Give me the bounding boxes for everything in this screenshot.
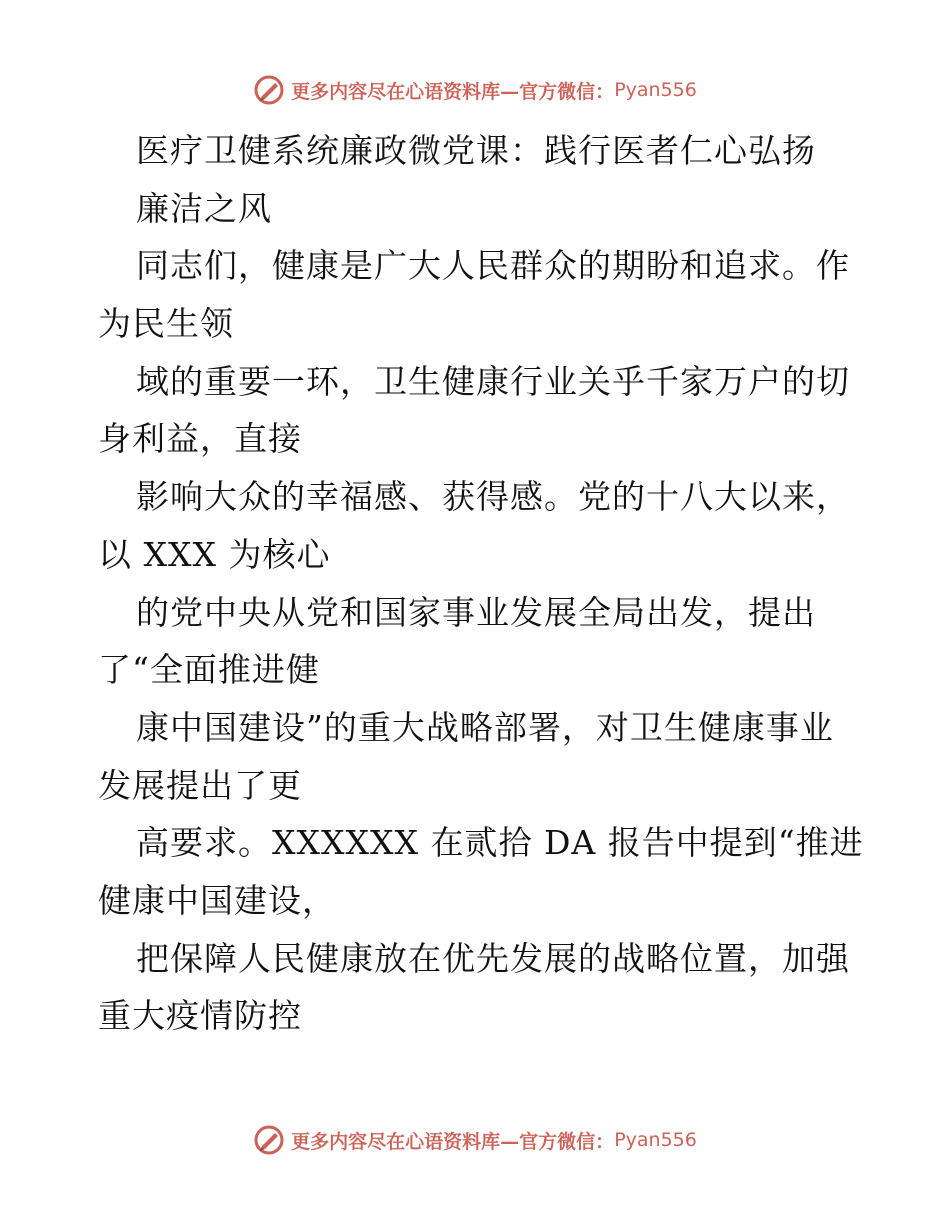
pen-logo-icon xyxy=(253,1124,285,1156)
paragraph-line: 把保障人民健康放在优先发展的战略位置，加强 xyxy=(136,938,850,978)
paragraph-line: 了“全面推进健 xyxy=(98,650,320,690)
banner-wechat-id: Pyan556 xyxy=(614,79,697,101)
pen-logo-icon xyxy=(253,74,285,106)
banner-wechat-label: 官方微信： xyxy=(519,80,615,103)
paragraph-line: 以 XXX 为核心 xyxy=(98,534,331,574)
banner-wechat-id: Pyan556 xyxy=(614,1129,697,1151)
paragraph-line: 发展提出了更 xyxy=(98,765,302,805)
paragraph-line: 同志们，健康是广大人民群众的期盼和追求。作 xyxy=(136,246,850,286)
paragraph-line: 影响大众的幸福感、获得感。党的十八大以来， xyxy=(136,477,850,517)
paragraph-line: 高要求。XXXXXX 在贰拾 DA 报告中提到“推进 xyxy=(136,823,864,863)
banner-wechat-label: 官方微信： xyxy=(519,1130,615,1153)
footer-watermark-banner xyxy=(0,1120,950,1160)
header-watermark-banner xyxy=(0,70,950,110)
paragraph-line: 域的重要一环，卫生健康行业关乎千家万户的切 xyxy=(136,361,850,401)
paragraph-line: 为民生领 xyxy=(98,304,234,344)
banner-text: 更多内容尽在心语资料库— xyxy=(291,80,520,103)
document-title-line-2: 廉洁之风 xyxy=(136,188,272,228)
banner-text: 更多内容尽在心语资料库— xyxy=(291,1130,520,1153)
document-body xyxy=(98,122,864,1045)
paragraph-line: 的党中央从党和国家事业发展全局出发，提出 xyxy=(136,592,816,632)
paragraph-line: 身利益，直接 xyxy=(98,419,302,459)
paragraph-line: 健康中国建设， xyxy=(98,880,336,920)
document-title-line-1: 医疗卫健系统廉政微党课：践行医者仁心弘扬 xyxy=(136,131,816,170)
paragraph-line: 重大疫情防控 xyxy=(98,996,302,1036)
paragraph-line: 康中国建设”的重大战略部署，对卫生健康事业 xyxy=(136,707,834,747)
